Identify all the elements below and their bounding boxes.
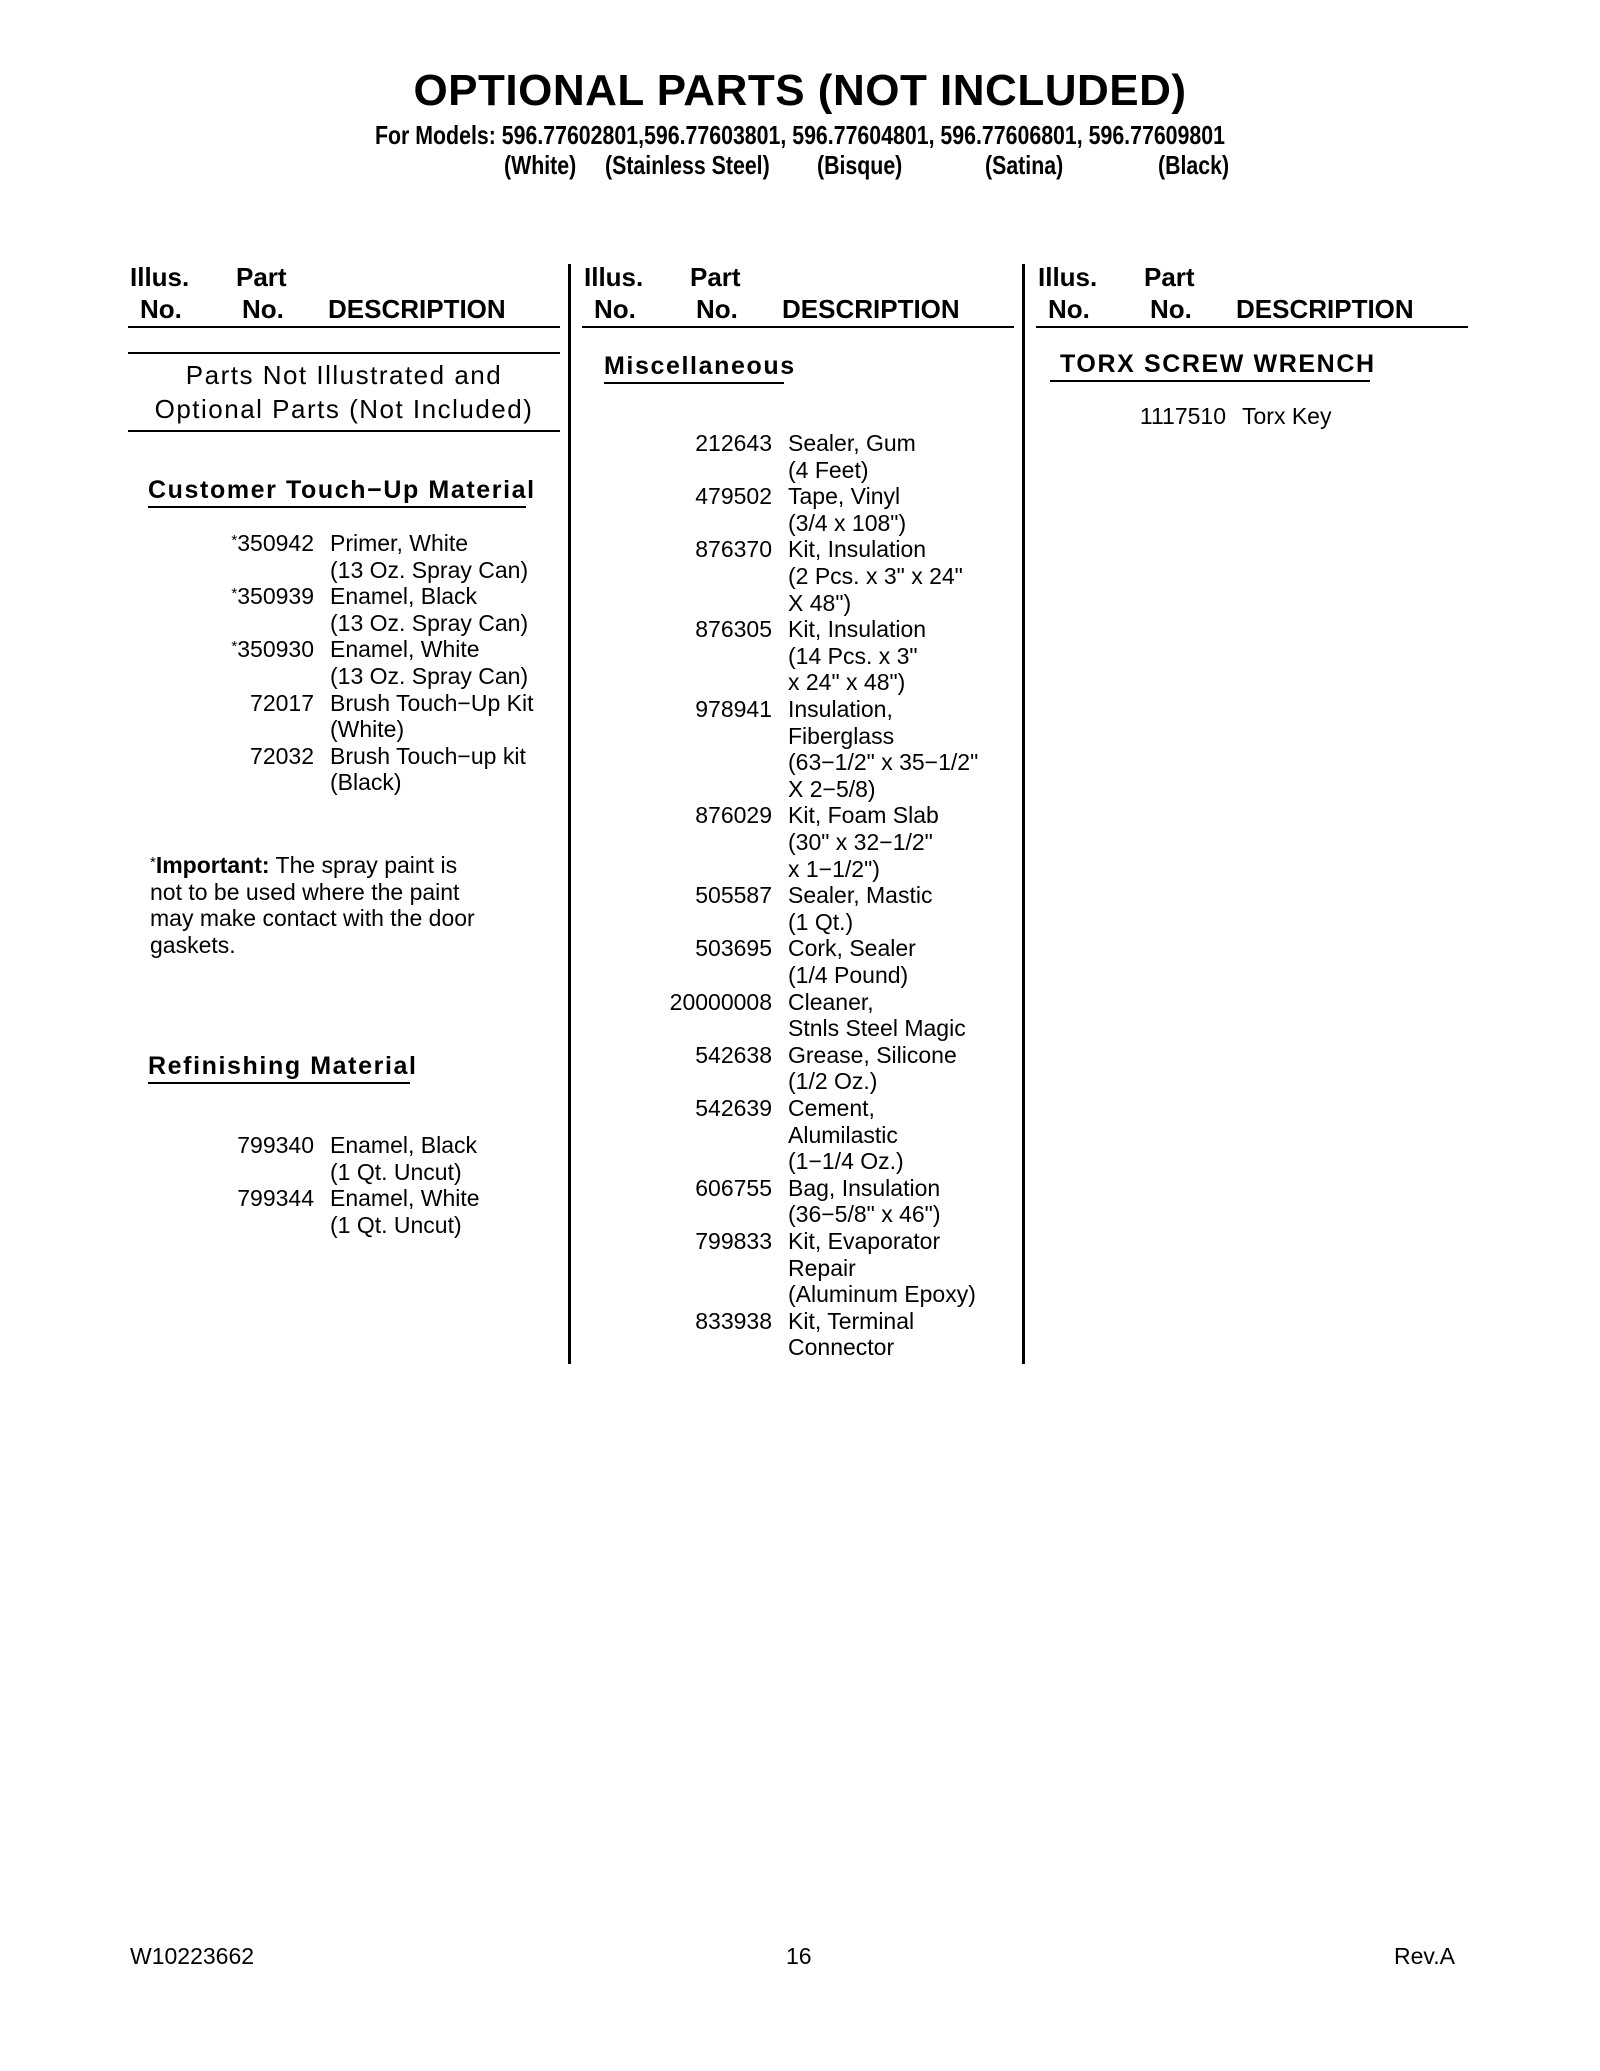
part-label: Part: [1144, 262, 1195, 292]
part-description-line: Connector: [788, 1334, 895, 1361]
part-description-line: Sealer, Mastic: [788, 882, 933, 909]
part-description-line: (13 Oz. Spray Can): [330, 609, 529, 636]
part-description-line: (1 Qt. Uncut): [330, 1211, 462, 1238]
part-number-text: 876305: [695, 616, 772, 643]
asterisk-mark: *: [231, 638, 238, 656]
note-line-4: gaskets.: [150, 931, 236, 958]
illus-label: Illus.: [130, 262, 190, 292]
part-description-line: Insulation,: [788, 696, 893, 722]
section-title-miscellaneous: Miscellaneous: [604, 352, 796, 380]
column-divider: [1022, 264, 1025, 1364]
models-line: For Models: 596.77602801,596.77603801, 596.77604801, 596.77606801, 596.77609801: [375, 120, 1225, 150]
part-number: [174, 743, 314, 770]
part-description-line: Enamel, Black: [330, 583, 478, 610]
part-number-text: 799340: [237, 1132, 314, 1158]
description-label: DESCRIPTION: [1236, 294, 1414, 324]
part-number-text: 72017: [250, 689, 314, 716]
part-number: [632, 1175, 772, 1202]
part-number-text: 350939: [237, 583, 314, 610]
part-description-line: Cork, Sealer: [788, 935, 916, 962]
illus-no-label: No.: [1048, 294, 1090, 324]
part-number-text: 505587: [695, 882, 772, 909]
header-rule: [582, 326, 1014, 328]
box-bottom-rule: [128, 430, 560, 432]
part-description-line: (13 Oz. Spray Can): [330, 662, 529, 689]
part-description-line: Tape, Vinyl: [788, 483, 901, 510]
part-number: [632, 1228, 772, 1255]
part-description-line: Kit, Insulation: [788, 616, 927, 643]
part-description-line: Grease, Silicone: [788, 1041, 957, 1068]
part-number: [632, 882, 772, 909]
part-description-line: Primer, White: [330, 530, 469, 556]
section-rule: [148, 506, 526, 508]
part-number-text: 72032: [250, 742, 314, 769]
part-description-line: Kit, Foam Slab: [788, 802, 939, 829]
finish-black: (Black): [1158, 150, 1230, 180]
part-number: [1086, 403, 1226, 430]
doc-number: W10223662: [130, 1943, 255, 1969]
part-number: [174, 690, 314, 717]
part-description-line: (30" x 32−1/2": [788, 828, 933, 855]
part-number-text: 212643: [695, 430, 772, 456]
box-line-2: Optional Parts (Not Included): [154, 394, 534, 424]
section-rule: [604, 382, 784, 384]
part-number: [632, 802, 772, 829]
part-description-line: (3/4 x 108"): [788, 509, 907, 536]
part-number-text: 542639: [695, 1095, 772, 1121]
part-number: [632, 483, 772, 510]
asterisk-mark: *: [231, 532, 238, 549]
part-number-text: 503695: [695, 935, 772, 962]
part-description-line: Brush Touch−Up Kit: [330, 689, 534, 716]
column-divider: [568, 264, 571, 1364]
section-rule: [148, 1082, 410, 1084]
part-number-text: 978941: [695, 696, 772, 722]
note-label: Important:: [155, 852, 270, 878]
part-description-line: Sealer, Gum: [788, 430, 916, 456]
header-rule: [1036, 326, 1468, 328]
part-description-line: Alumilastic: [788, 1121, 898, 1148]
part-no-label: No.: [1150, 294, 1192, 324]
part-description-line: X 2−5/8): [788, 775, 876, 802]
part-label: Part: [236, 262, 287, 292]
part-description-line: x 1−1/2"): [788, 855, 880, 882]
page-number: 16: [786, 1943, 812, 1969]
part-number-text: 350942: [237, 530, 314, 556]
part-description-line: (2 Pcs. x 3" x 24": [788, 562, 963, 589]
part-description-line: (1 Qt. Uncut): [330, 1158, 462, 1185]
part-number: [632, 989, 772, 1016]
description-label: DESCRIPTION: [328, 294, 506, 324]
part-description-line: Stnls Steel Magic: [788, 1015, 966, 1042]
part-number: [632, 935, 772, 962]
finish-satina: (Satina): [985, 150, 1064, 180]
part-number-text: 876029: [695, 802, 772, 829]
part-number-text: 479502: [695, 483, 772, 510]
part-description-line: (1−1/4 Oz.): [788, 1148, 904, 1175]
part-description-line: Kit, Terminal: [788, 1307, 915, 1334]
part-number: [632, 616, 772, 643]
part-no-label: No.: [696, 294, 738, 324]
part-description-line: Enamel, White: [330, 1185, 480, 1212]
part-number-text: 350930: [237, 636, 314, 663]
part-description-line: (1/4 Pound): [788, 961, 909, 988]
section-title-touchup: Customer Touch−Up Material: [148, 476, 536, 504]
part-number: [174, 636, 314, 663]
part-description-line: Bag, Insulation: [788, 1174, 941, 1201]
part-description-line: Cleaner,: [788, 988, 874, 1015]
part-number-text: 833938: [695, 1307, 772, 1334]
part-number-text: 799344: [237, 1185, 314, 1212]
part-description-line: Kit, Insulation: [788, 536, 927, 563]
part-number-text: 542638: [695, 1041, 772, 1068]
part-number: [174, 530, 314, 557]
asterisk-mark: *: [231, 585, 238, 603]
finish-bisque: (Bisque): [817, 150, 903, 180]
part-number-text: 606755: [695, 1174, 772, 1201]
section-rule: [1050, 380, 1370, 382]
part-description-line: (1/2 Oz.): [788, 1068, 878, 1095]
part-description-line: Enamel, Black: [330, 1132, 478, 1158]
illus-no-label: No.: [140, 294, 182, 324]
part-description-line: Torx Key: [1242, 403, 1332, 429]
part-description-line: x 24" x 48"): [788, 669, 906, 696]
part-description-line: (4 Feet): [788, 456, 869, 483]
part-description-line: Kit, Evaporator: [788, 1228, 941, 1254]
part-number-text: 20000008: [669, 988, 772, 1015]
part-description-line: (White): [330, 716, 405, 743]
part-description-line: (1 Qt.): [788, 908, 854, 935]
part-description-line: Brush Touch−up kit: [330, 742, 526, 769]
part-number-text: 1117510: [1139, 403, 1226, 429]
part-description-line: (14 Pcs. x 3": [788, 642, 918, 669]
section-title-refinishing: Refinishing Material: [148, 1052, 418, 1080]
illus-label: Illus.: [1038, 262, 1098, 292]
part-number: [632, 1095, 772, 1122]
finish-stainless: (Stainless Steel): [605, 150, 770, 180]
section-title-torx: TORX SCREW WRENCH: [1060, 350, 1376, 378]
box-line-1: Parts Not Illustrated and: [185, 360, 503, 390]
part-number: [174, 1132, 314, 1159]
part-number-text: 799833: [695, 1228, 772, 1254]
finish-white: (White): [504, 150, 577, 180]
revision: Rev.A: [1394, 1943, 1455, 1969]
important-note: [150, 852, 475, 958]
part-no-label: No.: [242, 294, 284, 324]
part-number-text: 876370: [695, 536, 772, 563]
part-description-line: X 48"): [788, 589, 852, 616]
part-number: [632, 1308, 772, 1335]
illus-no-label: No.: [594, 294, 636, 324]
part-description-line: (63−1/2" x 35−1/2": [788, 749, 979, 776]
part-description-line: Cement,: [788, 1095, 875, 1121]
part-description-line: (Black): [330, 769, 402, 796]
part-number: [174, 1185, 314, 1212]
box-top-rule: [128, 352, 560, 354]
part-description-line: Enamel, White: [330, 636, 480, 663]
part-description-line: (13 Oz. Spray Can): [330, 556, 529, 583]
part-number: [174, 583, 314, 610]
note-line-3: may make contact with the door: [150, 905, 475, 932]
part-number: [632, 696, 772, 723]
note-line-1: The spray paint is: [269, 852, 458, 878]
part-description-line: (Aluminum Epoxy): [788, 1281, 976, 1308]
part-number: [632, 430, 772, 457]
page-title: OPTIONAL PARTS (NOT INCLUDED): [413, 66, 1187, 115]
part-description-line: Fiberglass: [788, 722, 895, 749]
illus-label: Illus.: [584, 262, 644, 292]
note-asterisk: *: [150, 854, 156, 871]
part-description-line: Repair: [788, 1254, 856, 1281]
part-description-line: (36−5/8" x 46"): [788, 1201, 941, 1228]
header-rule: [128, 326, 560, 328]
part-number: [632, 1042, 772, 1069]
note-line-2: not to be used where the paint: [150, 878, 460, 905]
description-label: DESCRIPTION: [782, 294, 960, 324]
part-number: [632, 536, 772, 563]
part-label: Part: [690, 262, 741, 292]
